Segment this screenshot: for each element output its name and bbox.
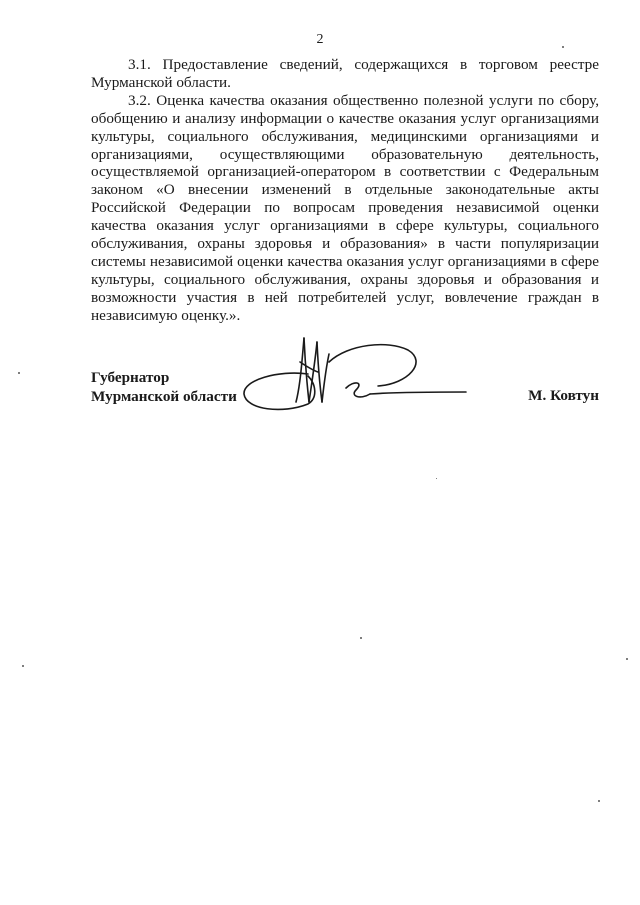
- document-body: [91, 56, 599, 325]
- paragraph-3-1: 3.1. Предоставление сведений, содержащихся в торговом реестре Мурманской области.: [91, 56, 599, 91]
- handwritten-signature: [238, 332, 468, 414]
- scan-speck: [18, 372, 20, 374]
- signatory-title-line2: Мурманской области: [91, 387, 237, 405]
- scan-speck: [436, 478, 437, 479]
- paragraph-3-2: 3.2. Оценка качества оказания общественно полезной услуги по сбору, обобщению и анализу информации о качестве оказания услуг организациями культуры, социального обслуживания, медицинскими организациями и организациями, осуществляющими образовательную деятельность, осуществляемой организацией-оператором в соответствии с Федеральным законом «О внесении изменений в отдельные законодательные акты Российской Федерации по вопросам проведения независимой оценки качества оказания услуг организациями в сфере культуры, социального обслуживания, охраны здоровья и образования» в части популяризации системы независимой оценки качества оказания услуг организациями в сфере культуры, социального обслуживания, охраны здоровья и образования и возможности участия в ней потребителей услуг, вовлечение граждан в независимую оценку.».: [91, 91, 599, 324]
- signatory-title: [91, 369, 237, 406]
- scan-speck: [562, 46, 564, 48]
- scan-speck: [360, 637, 362, 639]
- signatory-name: М. Ковтун: [528, 387, 599, 404]
- page-number: 2: [316, 32, 324, 47]
- scan-speck: [626, 658, 628, 660]
- scan-speck: [598, 800, 600, 802]
- signatory-title-line1: Губернатор: [91, 369, 170, 386]
- scan-speck: [22, 665, 24, 667]
